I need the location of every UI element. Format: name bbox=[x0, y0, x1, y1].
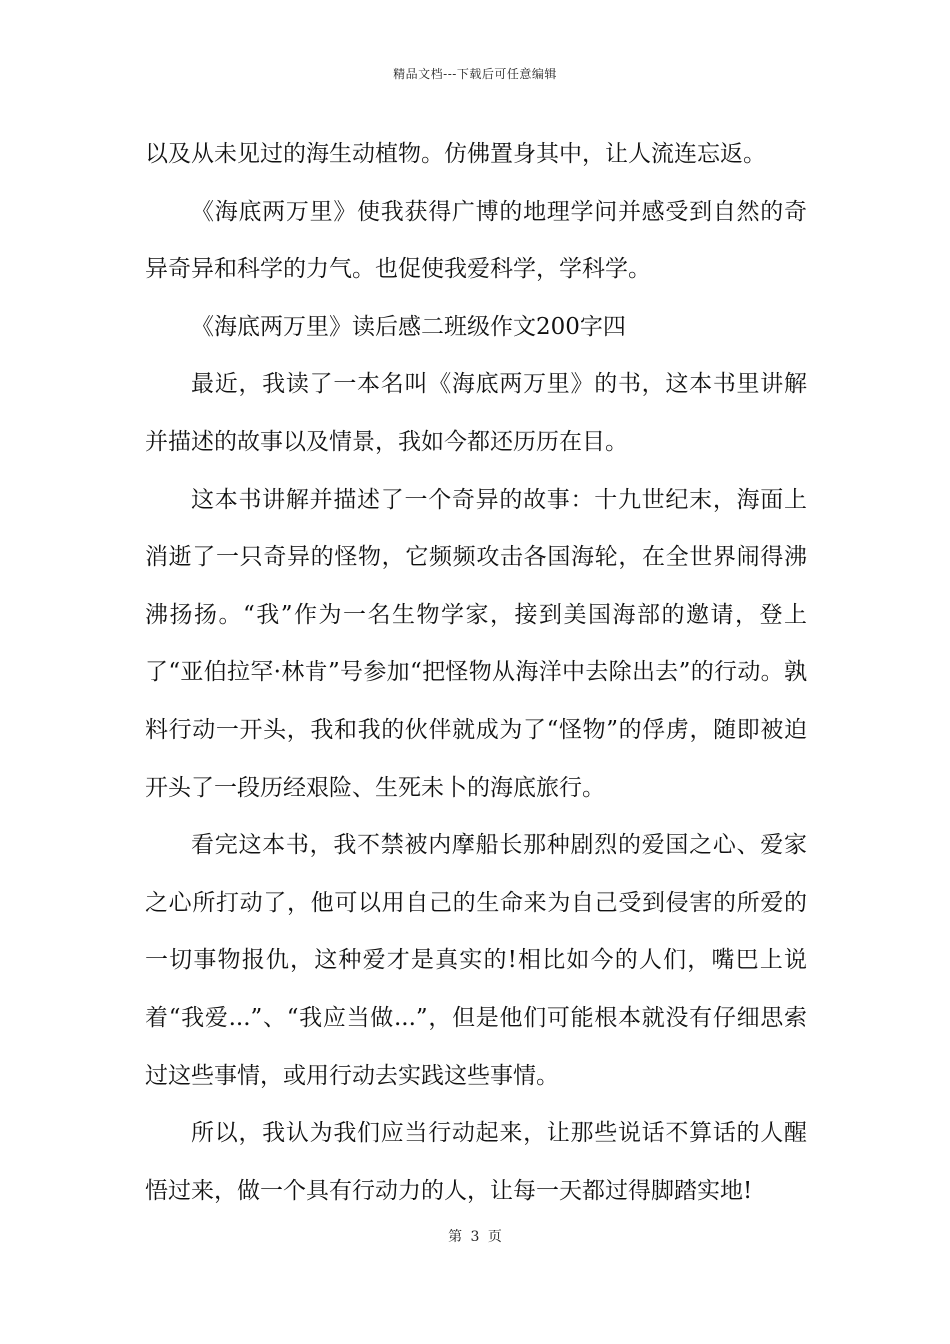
page-label-suffix: 页 bbox=[487, 1229, 502, 1245]
document-body bbox=[145, 126, 807, 1220]
paragraph-7: 所以，我认为我们应当行动起来，让那些说话不算话的人醒悟过来，做一个具有行动力的人，让每一天都过得脚踏实地! bbox=[145, 1120, 807, 1204]
page-header: 精品文档---下载后可任意编辑 bbox=[393, 67, 557, 81]
page-number: 3 bbox=[470, 1229, 480, 1245]
paragraph-4: 最近，我读了一本名叫《海底两万里》的书，这本书里讲解并描述的故事以及情景，我如今都还历历在目。 bbox=[145, 371, 807, 455]
page-label-prefix: 第 bbox=[448, 1229, 463, 1245]
page-footer bbox=[0, 1228, 950, 1246]
paragraph-6: 看完这本书，我不禁被内摩船长那种剧烈的爱国之心、爱家之心所打动了，他可以用自己的生命来为自己受到侵害的所爱的一切事物报仇，这种爱才是真实的!相比如今的人们，嘴巴上说着“我爱...”、“我应当做...”，但是他们可能根本就没有仔细思索过这些事情，或用行动去实践这些事情。 bbox=[145, 832, 807, 1089]
section-heading: 《海底两万里》读后感二班级作文200字四 bbox=[191, 313, 626, 340]
paragraph-2: 《海底两万里》使我获得广博的地理学问并感受到自然的奇异奇异和科学的力气。也促使我爱科学，学科学。 bbox=[145, 198, 807, 283]
paragraph-1: 以及从未见过的海生动植物。仿佛置身其中，让人流连忘返。 bbox=[145, 141, 766, 167]
paragraph-5: 这本书讲解并描述了一个奇异的故事：十九世纪末，海面上消逝了一只奇异的怪物，它频频攻击各国海轮，在全世界闹得沸沸扬扬。“我”作为一名生物学家，接到美国海部的邀请，登上了“亚伯拉罕·林肯”号参加“把怪物从海洋中去除出去”的行动。孰料行动一开头，我和我的伙伴就成为了“怪物”的俘虏，随即被迫开头了一段历经艰险、生死未卜的海底旅行。 bbox=[145, 486, 807, 801]
